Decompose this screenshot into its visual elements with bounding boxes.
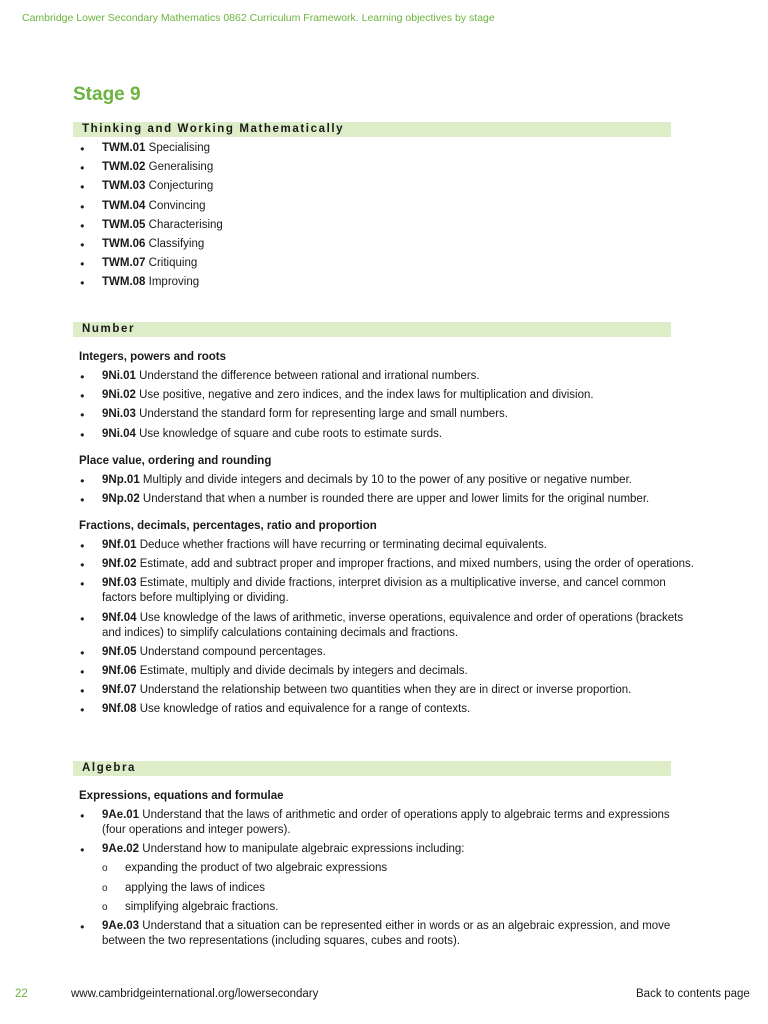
list-item bbox=[79, 369, 694, 384]
objective-text: Use knowledge of ratios and equivalence for a range of contexts. bbox=[139, 703, 471, 716]
page-number: 22 bbox=[15, 988, 28, 1000]
subheading-expressions: Expressions, equations and formulae bbox=[79, 790, 284, 802]
objective-code: 9Nf.03 bbox=[102, 577, 137, 590]
objective-code: TWM.02 bbox=[102, 161, 146, 174]
subheading-integers: Integers, powers and roots bbox=[79, 351, 226, 363]
objective-code: 9Nf.07 bbox=[102, 684, 137, 697]
objective-text: Characterising bbox=[148, 218, 223, 231]
objective-code: 9Nf.02 bbox=[102, 558, 137, 571]
fractions-list bbox=[79, 538, 694, 722]
list-item bbox=[79, 538, 694, 553]
list-item bbox=[79, 702, 694, 717]
objective-code: 9Ni.02 bbox=[102, 389, 136, 402]
list-item bbox=[79, 808, 694, 838]
objective-code: 9Nf.06 bbox=[102, 664, 137, 677]
list-item bbox=[79, 645, 694, 660]
sub-list bbox=[102, 861, 694, 914]
website-link[interactable]: www.cambridgeinternational.org/lowersecondary bbox=[71, 988, 319, 1000]
objective-code: TWM.05 bbox=[102, 218, 146, 231]
objective-text: Estimate, multiply and divide decimals by integers and decimals. bbox=[139, 664, 468, 677]
list-item bbox=[79, 557, 694, 572]
list-item bbox=[79, 664, 694, 679]
integers-list bbox=[79, 369, 694, 446]
sub-list-item: o expanding the product of two algebraic expressions bbox=[102, 861, 694, 876]
twm-list bbox=[79, 141, 694, 295]
list-item bbox=[79, 256, 694, 271]
list-item bbox=[79, 473, 694, 488]
list-item bbox=[79, 160, 694, 175]
objective-text: Understand the standard form for representing large and small numbers. bbox=[139, 408, 508, 421]
list-item bbox=[79, 237, 694, 252]
list-item bbox=[79, 141, 694, 156]
objective-code: 9Ae.01 bbox=[102, 809, 140, 821]
objective-code: 9Nf.08 bbox=[102, 703, 137, 716]
objective-text: Use positive, negative and zero indices, and the index laws for multiplication and division. bbox=[139, 389, 594, 402]
list-item bbox=[79, 611, 694, 641]
list-item bbox=[79, 199, 694, 214]
objective-text: Critiquing bbox=[148, 257, 198, 270]
objective-code: 9Ni.04 bbox=[102, 427, 136, 440]
section-heading-number: Number bbox=[82, 323, 136, 335]
objective-text: Deduce whether fractions will have recurring or terminating decimal equivalents. bbox=[139, 539, 547, 551]
list-item bbox=[79, 407, 694, 422]
list-item bbox=[79, 919, 694, 949]
objective-code: 9Nf.05 bbox=[102, 645, 137, 658]
sub-list-item: o applying the laws of indices bbox=[102, 881, 694, 896]
list-item bbox=[79, 427, 694, 442]
objective-text: Estimate, add and subtract proper and improper fractions, and mixed numbers, using the order of operations. bbox=[139, 558, 694, 571]
objective-text: Understand how to manipulate algebraic expressions including: bbox=[142, 843, 465, 856]
running-header: Cambridge Lower Secondary Mathematics 0862 Curriculum Framework. Learning objectives by stage bbox=[22, 12, 495, 24]
objective-code: 9Ae.03 bbox=[102, 919, 140, 932]
objective-text: Estimate, multiply and divide fractions, interpret division as a multiplicative inverse, and cancel common factors before multiplying or dividing. bbox=[102, 577, 666, 605]
objective-text: Convincing bbox=[148, 199, 206, 212]
expressions-list bbox=[79, 808, 694, 953]
list-item bbox=[79, 388, 694, 403]
objective-text: Use knowledge of square and cube roots to estimate surds. bbox=[139, 427, 443, 440]
objective-text: Understand that when a number is rounded there are upper and lower limits for the original number. bbox=[142, 493, 650, 506]
section-bar-twm bbox=[73, 122, 671, 137]
list-item bbox=[79, 576, 694, 606]
place-value-list bbox=[79, 473, 694, 511]
objective-code: TWM.01 bbox=[102, 142, 146, 154]
objective-code: 9Np.02 bbox=[102, 493, 140, 506]
objective-text: Improving bbox=[148, 276, 200, 289]
list-item bbox=[79, 492, 694, 507]
objective-code: 9Np.01 bbox=[102, 474, 140, 486]
objective-code: 9Ni.03 bbox=[102, 408, 136, 421]
objective-code: 9Nf.04 bbox=[102, 611, 137, 624]
section-bar-algebra bbox=[73, 761, 671, 776]
objective-text: Classifying bbox=[148, 237, 205, 250]
objective-code: TWM.08 bbox=[102, 276, 146, 289]
objective-code: TWM.03 bbox=[102, 180, 146, 193]
section-bar-number bbox=[73, 322, 671, 337]
objective-code: 9Ae.02 bbox=[102, 843, 140, 856]
objective-text: Understand the difference between rational and irrational numbers. bbox=[139, 370, 480, 382]
list-item bbox=[79, 218, 694, 233]
section-heading-twm: Thinking and Working Mathematically bbox=[82, 123, 345, 135]
list-item bbox=[79, 842, 694, 915]
objective-code: TWM.04 bbox=[102, 199, 146, 212]
subheading-place-value: Place value, ordering and rounding bbox=[79, 455, 272, 467]
objective-text: Conjecturing bbox=[148, 180, 214, 193]
list-item bbox=[79, 179, 694, 194]
objective-text: Understand compound percentages. bbox=[139, 645, 326, 658]
section-heading-algebra: Algebra bbox=[82, 762, 137, 774]
list-item bbox=[79, 683, 694, 698]
objective-text: Understand that a situation can be represented either in words or as an algebraic expression, and move between the two representations (including squares, cubes and roots). bbox=[102, 919, 671, 947]
sub-list-item: o simplifying algebraic fractions. bbox=[102, 900, 694, 915]
objective-code: TWM.07 bbox=[102, 257, 146, 270]
objective-text: Understand that the laws of arithmetic and order of operations apply to algebraic terms and expressions (four operations and integer powers). bbox=[102, 809, 670, 836]
list-item bbox=[79, 275, 694, 290]
page-title: Stage 9 bbox=[73, 84, 141, 105]
objective-code: 9Ni.01 bbox=[102, 370, 136, 382]
objective-code: 9Nf.01 bbox=[102, 539, 137, 551]
objective-text: Multiply and divide integers and decimals by 10 to the power of any positive or negative number. bbox=[142, 474, 632, 486]
subheading-fractions: Fractions, decimals, percentages, ratio and proportion bbox=[79, 520, 377, 532]
objective-text: Use knowledge of the laws of arithmetic, inverse operations, equivalence and order of operations (brackets and indices) to simplify calculations containing decimals and fractions. bbox=[102, 611, 684, 639]
objective-text: Generalising bbox=[148, 161, 214, 174]
objective-text: Specialising bbox=[148, 142, 211, 154]
objective-text: Understand the relationship between two quantities when they are in direct or inverse proportion. bbox=[139, 684, 632, 697]
objective-code: TWM.06 bbox=[102, 237, 146, 250]
back-to-contents-link[interactable]: Back to contents page bbox=[636, 988, 750, 1000]
